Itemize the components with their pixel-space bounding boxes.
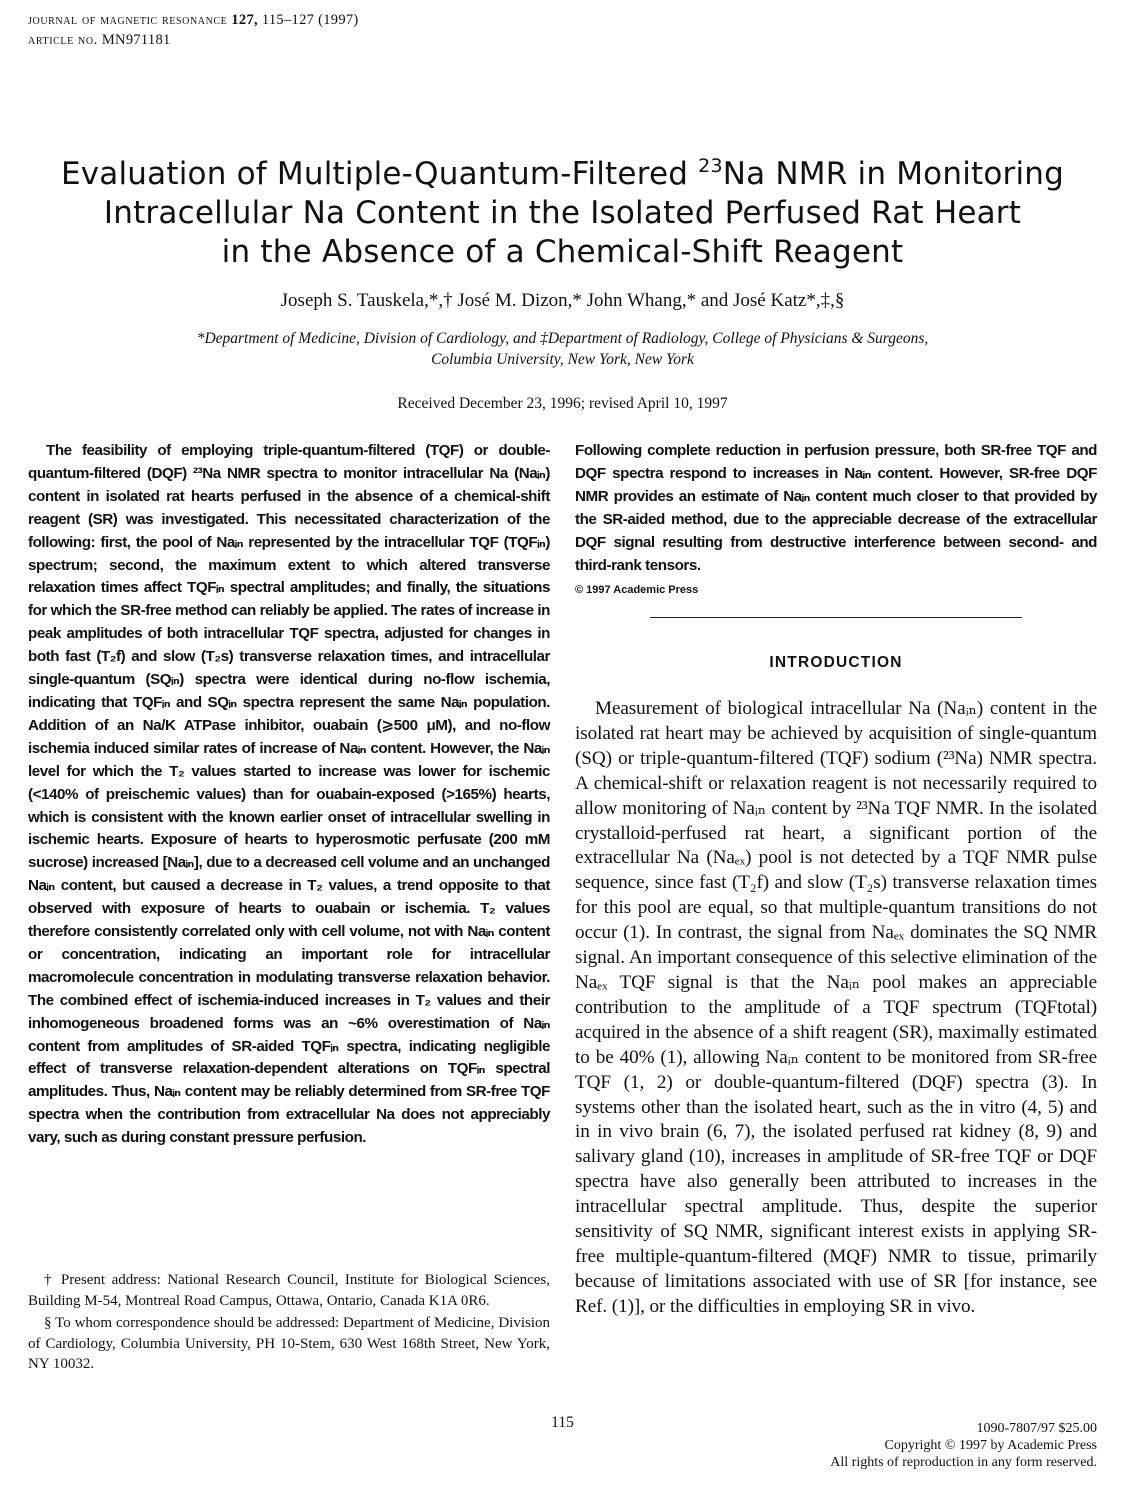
title-line-3: in the Absence of a Chemical-Shift Reagent — [221, 234, 904, 270]
abstract-paragraph-1: The feasibility of employing triple-quantum-filtered (TQF) or double-quantum-filtered (DQF) ²³Na NMR spectra to monitor intracellular Na (Naᵢₙ) content in isolated rat hearts perfused in the absence of a chemical-shift reagent (SR) was investigated. This necessitated characterization of the following: first, the pool of Naᵢₙ represented by the intracellular TQF (TQFᵢₙ) spectrum; second, the maximum extent to which altered transverse relaxation times affect TQFᵢₙ spectral amplitudes; and finally, the situations for which the SR-free method can reliably be applied. The rates of increase in peak amplitudes of both intracellular TQF spectra, adjusted for changes in both fast (T₂f) and slow (T₂s) transverse relaxation times, and intracellular single-quantum (SQᵢₙ) spectra were identical during no-flow ischemia, indicating that TQFᵢₙ and SQᵢₙ spectra represent the same Naᵢₙ population. Addition of an Na/K ATPase inhibitor, ouabain (⩾500 μM), and no-flow ischemia induced similar rates of increase of Naᵢₙ content. However, the Naᵢₙ level for which the T₂ values started to increase was lower for ischemic (<140% of preischemic values) than for ouabain-exposed (>165%) hearts, which is consistent with the known earlier onset of intracellular swelling in ischemic hearts. Exposure of hearts to hyperosmotic perfusate (200 mM sucrose) increased [Naᵢₙ], due to a decreased cell volume and an unchanged Naᵢₙ content, but caused a decrease in T₂ values, a trend opposite to that observed with exposure of hearts to ouabain or ischemia. T₂ values therefore consistently correlated only with cell volume, not with Naᵢₙ content or concentration, indicating an important role for intracellular macromolecule concentration in modulating transverse relaxation behavior. The combined effect of ischemia-induced increases in T₂ values and their inhomogeneous broadened forms was an ~6% overestimation of Naᵢₙ content from amplitudes of SR-aided TQFᵢₙ spectra, indicating negligible effect of transverse relaxation-dependent alterations on TQFᵢₙ spectral amplitudes. Thus, Naᵢₙ content may be reliably determined from SR-free TQF spectra when the contribution from extracellular Na does not appreciably vary, such as during constant pressure perfusion. — [28, 442, 550, 1147]
affiliation-line-2: Columbia University, New York, New York — [431, 351, 694, 368]
journal-header — [28, 10, 359, 50]
introduction-heading: INTRODUCTION — [769, 654, 903, 671]
introduction-body — [575, 697, 1097, 1320]
footnotes — [28, 1270, 550, 1377]
footnote-section: § To whom correspondence should be addressed: Department of Medicine, Division of Cardiology, Columbia University, PH 10-Stem, 630 West 168th Street, New York, NY 10032. — [28, 1315, 550, 1372]
journal-name: journal of magnetic resonance — [28, 12, 228, 28]
abstract-right-column — [575, 440, 1097, 602]
abstract-left-column — [28, 440, 550, 1150]
article-number-line — [28, 30, 359, 50]
title-line-1: Evaluation of Multiple-Quantum-Filtered $^{23}$Na NMR in Monitoring — [60, 155, 1065, 192]
affiliation-line-1: *Department of Medicine, Division of Cardiology, and ‡Department of Radiology, College of Physicians & Surgeons, — [196, 330, 929, 347]
footnote-dagger: † Present address: National Research Council, Institute for Biological Sciences, Building M-54, Montreal Road Campus, Ottawa, Ontario, Canada K1A 0R6. — [28, 1272, 550, 1309]
page-number: 115 — [551, 1414, 574, 1431]
received-dates: Received December 23, 1996; revised April 10, 1997 — [397, 395, 728, 412]
abstract-paragraph-2: Following complete reduction in perfusion pressure, both SR-free TQF and DQF spectra respond to increases in Naᵢₙ content. However, SR-free DQF NMR provides an estimate of Naᵢₙ content much closer to that provided by the SR-aided method, due to the appreciable decrease of the extracellular DQF signal resulting from destructive interference between second- and third-rank tensors. — [575, 442, 1097, 574]
introduction-paragraph: Measurement of biological intracellular Na (Naᵢₙ) content in the isolated rat heart may be achieved by acquisition of single-quantum (SQ) or triple-quantum-filtered (TQF) sodium (²³Na) NMR spectra. A chemical-shift or relaxation reagent is not necessarily required to allow monitoring of Naᵢₙ content by ²³Na TQF NMR. In the isolated crystalloid-perfused rat heart, a significant portion of the extracellular Na (Naₑₓ) pool is not detected by a TQF NMR pulse sequence, since fast (T₂f) and slow (T₂s) transverse relaxation times for this pool are equal, so that multiple-quantum transitions do not occur (1). In contrast, the signal from Naₑₓ dominates the SQ NMR signal. An important consequence of this selective elimination of the Naₑₓ TQF signal is that the Naᵢₙ pool makes an appreciable contribution to the amplitude of a TQF spectrum (TQFtotal) acquired in the absence of a shift reagent (SR), maximally estimated to be 40% (1), allowing Naᵢₙ content to be monitored from SR-free TQF (1, 2) or double-quantum-filtered (DQF) spectra (3). In systems other than the isolated heart, such as the in vitro (4, 5) and in in vivo brain (6, 7), the isolated perfused rat kidney (8, 9) and salivary gland (10), increases in amplitude of SR-free TQF or DQF spectra have also generally been attributed to increases in the intracellular spectral amplitude. Thus, despite the superior sensitivity of SQ NMR, significant interest exists in applying SR-free multiple-quantum-filtered (MQF) NMR to tissue, primarily because of limitations associated with use of SR [for instance, see Ref. (1)], or the difficulties in employing SR in vivo. — [575, 698, 1097, 1317]
article-label: article no. — [28, 32, 98, 48]
title-line-2: Intracellular Na Content in the Isolated Perfused Rat Heart — [103, 195, 1022, 231]
rights-reserved: All rights of reproduction in any form reserved. — [830, 1455, 1097, 1470]
copyright-block — [830, 1420, 1097, 1471]
issn-price: 1090-7807/97 $25.00 — [976, 1421, 1097, 1436]
affiliation — [60, 328, 1065, 370]
journal-pages-year: 115–127 (1997) — [261, 12, 359, 28]
article-number: MN971181 — [101, 32, 171, 48]
author-list: Joseph S. Tauskela,*,† José M. Dizon,* John Whang,* and José Katz*,‡,§ — [280, 290, 845, 311]
paper-title — [40, 155, 1085, 272]
abstract-copyright: © 1997 Academic Press — [575, 584, 699, 597]
copyright-line: Copyright © 1997 by Academic Press — [884, 1438, 1097, 1453]
journal-volume: 127, — [231, 12, 258, 28]
section-divider — [650, 617, 1022, 618]
journal-citation — [28, 10, 359, 30]
